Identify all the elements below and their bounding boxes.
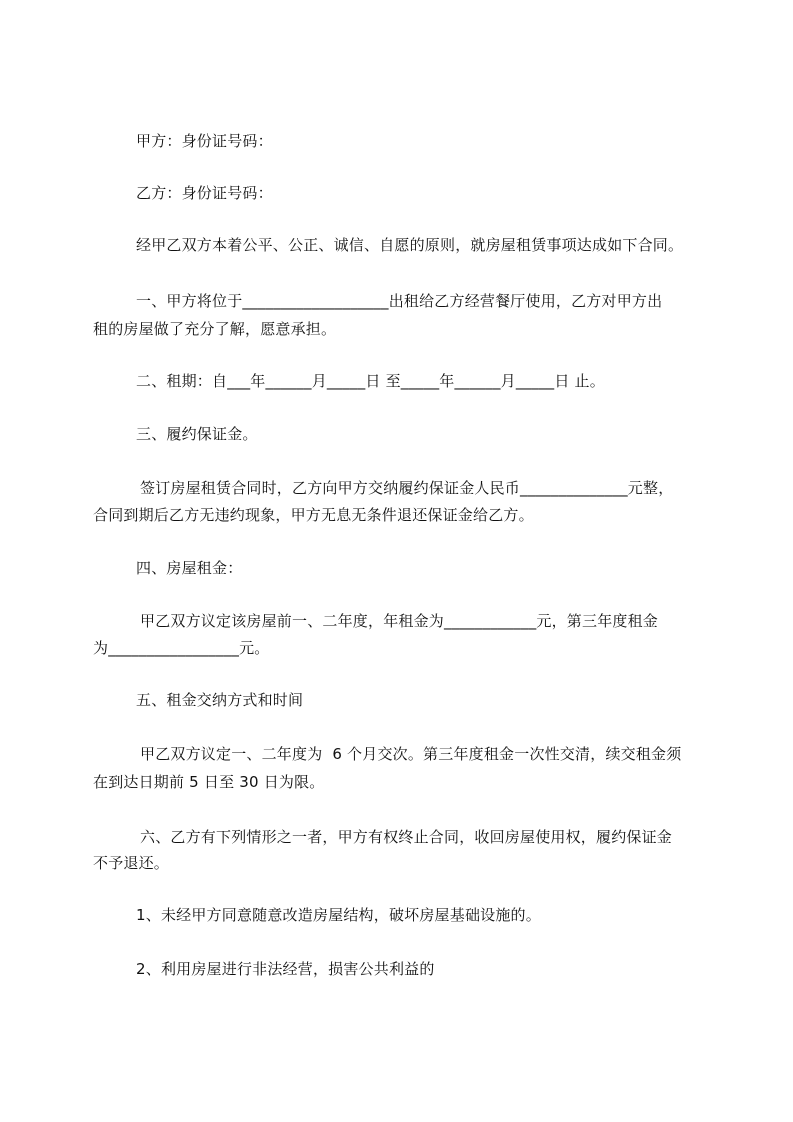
item-1-line: 1、未经甲方同意随意改造房屋结构，破坏房屋基础设施的。 (136, 906, 541, 924)
clause-4-line-1: 甲乙双方议定该房屋前一、二年度，年租金为____________元，第三年度租金 (140, 612, 659, 630)
party-b-line: 乙方：身份证号码： (136, 184, 273, 202)
clause-6-line-2: 不予退还。 (93, 854, 170, 872)
clause-4-title: 四、房屋租金： (136, 559, 243, 577)
party-a-line: 甲方：身份证号码： (136, 132, 273, 150)
clause-2-line: 二、租期：自___年______月_____日 至_____年______月_____日 止。 (136, 372, 605, 390)
clause-5-title: 五、租金交纳方式和时间 (136, 691, 304, 709)
item-2-line: 2、利用房屋进行非法经营，损害公共利益的 (136, 960, 435, 978)
intro-paragraph: 经甲乙双方本着公平、公正、诚信、自愿的原则，就房屋租赁事项达成如下合同。 (136, 236, 684, 254)
clause-1-line-2: 租的房屋做了充分了解，愿意承担。 (93, 320, 337, 338)
clause-1-line-1: 一、甲方将位于___________________出租给乙方经营餐厅使用，乙方对甲方出 (136, 292, 663, 310)
clause-6-line-1: 六、乙方有下列情形之一者，甲方有权终止合同，收回房屋使用权，履约保证金 (140, 828, 673, 846)
clause-5-line-2: 在到达日期前 5 日至 30 日为限。 (93, 773, 325, 791)
clause-5-line-1: 甲乙双方议定一、二年度为 6 个月交次。第三年度租金一次性交清，续交租金须 (140, 745, 682, 763)
clause-3-line-1: 签订房屋租赁合同时，乙方向甲方交纳履约保证金人民币______________元整， (140, 479, 674, 497)
clause-3-title: 三、履约保证金。 (136, 425, 258, 443)
clause-3-line-2: 合同到期后乙方无违约现象，甲方无息无条件退还保证金给乙方。 (93, 506, 534, 524)
clause-4-line-2: 为_________________元。 (93, 639, 270, 657)
